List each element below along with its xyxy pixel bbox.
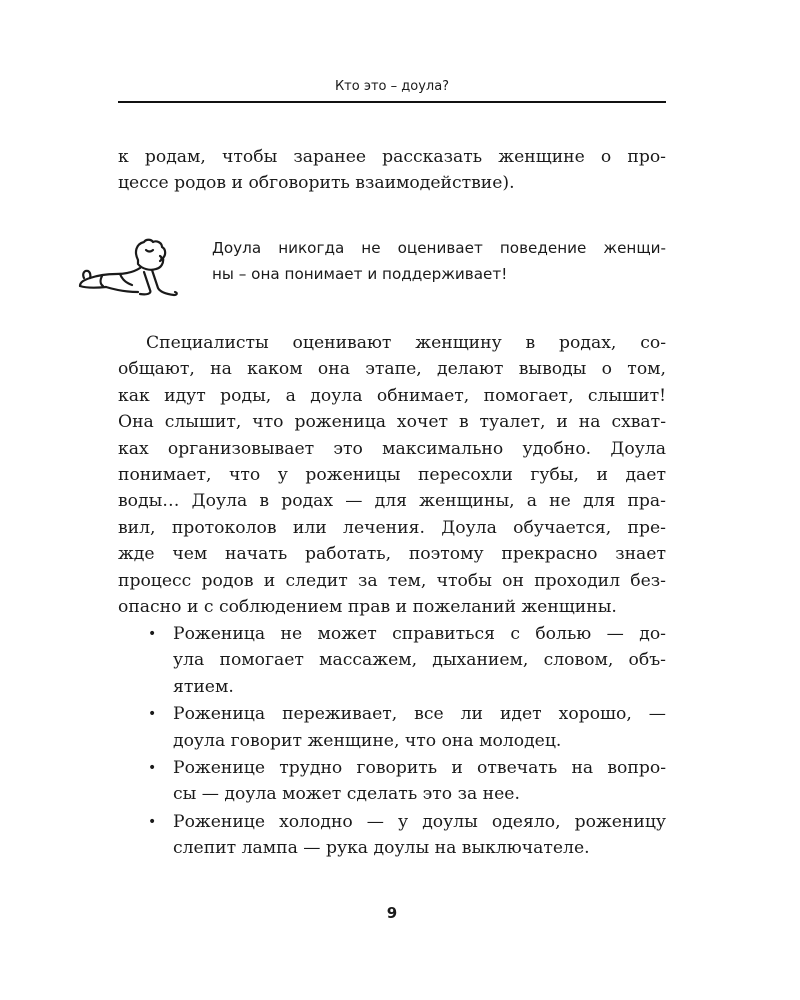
bullet-line: Роженица переживает, все ли идет хорошо, — <box>173 704 666 725</box>
body-line: понимает, что у роженицы пересохли губы, и дает <box>118 464 666 485</box>
list-item <box>118 621 666 700</box>
body-line: ках организовывает это максимально удобно. Доула <box>118 438 666 459</box>
body-line: Специалисты оценивают женщину в родах, со- <box>146 333 666 353</box>
body-line: процесс родов и следит за тем, чтобы он проходил без- <box>118 570 666 591</box>
bullet-line: Роженице трудно говорить и отвечать на вопро- <box>173 757 666 778</box>
bullet-line: сы — доула может сделать это за нее. <box>173 784 520 805</box>
bullet-line: ула помогает массажем, дыханием, словом, объ- <box>173 650 666 671</box>
body-line: жде чем начать работать, поэтому прекрасно знает <box>118 544 666 565</box>
opening-paragraph <box>118 144 666 197</box>
list-item <box>118 755 666 808</box>
bullet-marker: • <box>148 706 157 723</box>
bullet-marker: • <box>148 759 157 776</box>
callout-line: ны – она понимает и поддерживает! <box>212 265 508 284</box>
lying-baby-icon <box>76 238 182 300</box>
body-line: общают, на каком она этапе, делают выводы о том, <box>118 359 666 380</box>
callout-text <box>212 235 666 288</box>
list-item <box>118 809 666 862</box>
page-number: 9 <box>386 904 398 922</box>
body-line: вил, протоколов или лечения. Доула обучается, пре- <box>118 517 666 538</box>
body-line: как идут роды, а доула обнимает, помогает, слышит! <box>118 385 666 406</box>
bullet-line: Роженице холодно — у доулы одеяло, роженицу <box>173 811 666 832</box>
bullet-line: Роженица не может справиться с болью — до- <box>173 624 666 644</box>
body-line: Она слышит, что роженица хочет в туалет, и на схват- <box>118 412 666 433</box>
opening-line: цессе родов и обговорить взаимодействие). <box>118 173 515 194</box>
body-line: воды… Доула в родах — для женщины, а не для пра- <box>118 491 666 512</box>
bullet-list <box>118 621 666 862</box>
bullet-line: доула говорит женщине, что она молодец. <box>173 730 562 751</box>
callout-line: Доула никогда не оценивает поведение женщи- <box>212 239 666 257</box>
bullet-marker: • <box>148 813 157 830</box>
running-head: Кто это – доула? <box>334 79 450 94</box>
header-rule <box>118 101 666 103</box>
body-line: опасно и с соблюдением прав и пожеланий женщины. <box>118 596 617 617</box>
bullet-marker: • <box>148 626 157 642</box>
body-paragraph <box>118 330 666 620</box>
opening-line: к родам, чтобы заранее рассказать женщине о про- <box>118 147 666 167</box>
bullet-line: ятием. <box>173 676 234 697</box>
bullet-line: слепит лампа — рука доулы на выключателе. <box>173 838 590 859</box>
list-item <box>118 701 666 754</box>
